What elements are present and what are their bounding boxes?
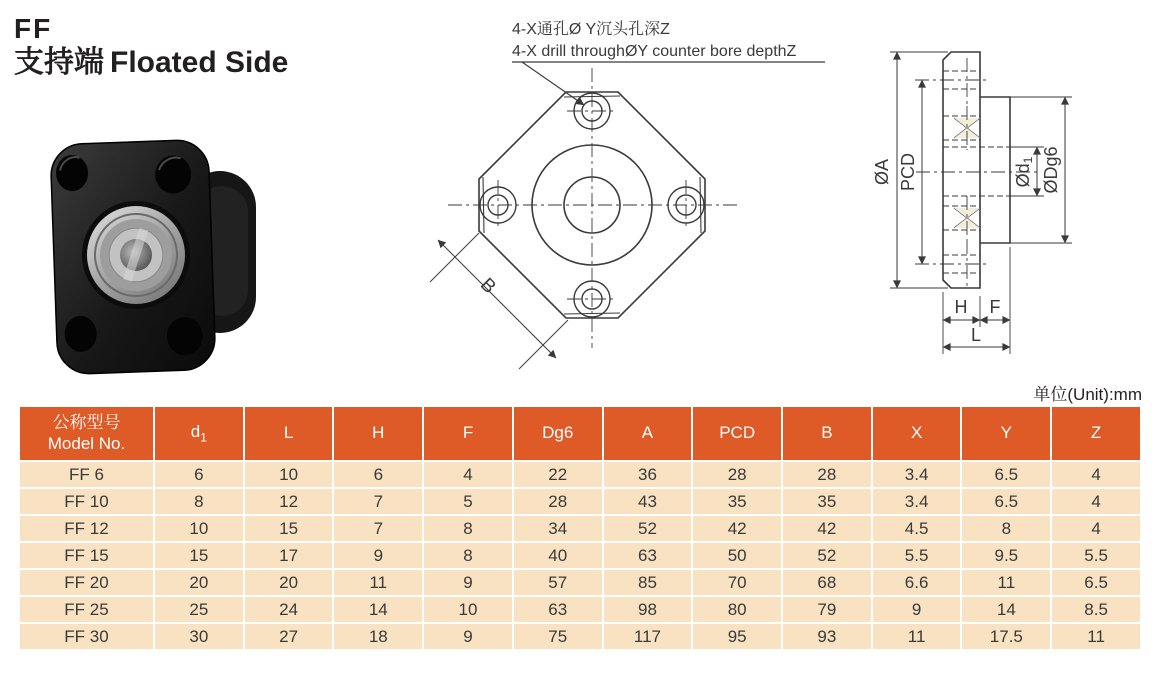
value-cell: 7 (333, 515, 423, 542)
value-cell: 4 (423, 461, 513, 488)
value-cell: 15 (154, 542, 244, 569)
value-cell: 6.5 (961, 488, 1051, 515)
value-cell: 4 (1051, 461, 1141, 488)
value-cell: 6.5 (961, 461, 1051, 488)
value-cell: 17 (244, 542, 334, 569)
model-no-cell: FF 15 (19, 542, 154, 569)
table-row (19, 488, 1141, 515)
drill-note-chinese: 4-X通孔Ø Y沉头孔深Z (512, 21, 670, 38)
dim-d1-label: Ød1 (1013, 156, 1035, 188)
model-no-cell: FF 20 (19, 569, 154, 596)
value-cell: 9 (423, 623, 513, 650)
value-cell: 3.4 (872, 461, 962, 488)
value-cell: 11 (1051, 623, 1141, 650)
value-cell: 68 (782, 569, 872, 596)
dim-A-label: ØA (872, 158, 892, 186)
value-cell: 80 (692, 596, 782, 623)
column-header: PCD (692, 406, 782, 461)
value-cell: 8 (154, 488, 244, 515)
value-cell: 10 (154, 515, 244, 542)
value-cell: 30 (154, 623, 244, 650)
value-cell: 10 (244, 461, 334, 488)
value-cell: 42 (782, 515, 872, 542)
column-header: A (603, 406, 693, 461)
spec-table (18, 405, 1142, 651)
value-cell: 7 (333, 488, 423, 515)
value-cell: 70 (692, 569, 782, 596)
value-cell: 14 (961, 596, 1051, 623)
dim-B-label: B (475, 274, 500, 299)
value-cell: 93 (782, 623, 872, 650)
value-cell: 3.4 (872, 488, 962, 515)
value-cell: 79 (782, 596, 872, 623)
model-no-cell: FF 6 (19, 461, 154, 488)
table-row (19, 515, 1141, 542)
value-cell: 9 (333, 542, 423, 569)
value-cell: 6 (154, 461, 244, 488)
column-header: Dg6 (513, 406, 603, 461)
dim-B (430, 233, 568, 369)
value-cell: 20 (154, 569, 244, 596)
column-header: B (782, 406, 872, 461)
value-cell: 6 (333, 461, 423, 488)
value-cell: 8.5 (1051, 596, 1141, 623)
subtitle-english: Floated Side (110, 46, 289, 80)
value-cell: 15 (244, 515, 334, 542)
column-header: $d_1$ (154, 406, 244, 461)
dim-L-label: L (970, 325, 982, 345)
dim-Dg6-label: ØDg6 (1041, 146, 1061, 194)
note-leader-line (522, 62, 584, 105)
dim-H-label: H (954, 297, 968, 317)
value-cell: 20 (244, 569, 334, 596)
value-cell: 40 (513, 542, 603, 569)
column-header: H (333, 406, 423, 461)
value-cell: 9.5 (961, 542, 1051, 569)
dim-PCD-label: PCD (898, 152, 918, 192)
technical-drawings (410, 0, 1160, 400)
table-body (19, 461, 1141, 650)
value-cell: 6.5 (1051, 569, 1141, 596)
table-row (19, 623, 1141, 650)
value-cell: 63 (603, 542, 693, 569)
value-cell: 9 (423, 569, 513, 596)
boss-section (980, 97, 1010, 243)
value-cell: 28 (513, 488, 603, 515)
value-cell: 11 (872, 623, 962, 650)
value-cell: 85 (603, 569, 693, 596)
table-row (19, 542, 1141, 569)
value-cell: 11 (961, 569, 1051, 596)
value-cell: 8 (423, 515, 513, 542)
subtitle-chinese: 支持端 (14, 46, 104, 80)
value-cell: 28 (782, 461, 872, 488)
value-cell: 28 (692, 461, 782, 488)
unit-note: 单位(Unit):mm (1033, 385, 1142, 404)
value-cell: 42 (692, 515, 782, 542)
column-header: X (872, 406, 962, 461)
value-cell: 17.5 (961, 623, 1051, 650)
column-header: Z (1051, 406, 1141, 461)
value-cell: 25 (154, 596, 244, 623)
drill-note-english: 4-X drill throughØY counter bore depthZ (512, 43, 797, 60)
page-title (14, 14, 288, 79)
value-cell: 36 (603, 461, 693, 488)
value-cell: 6.6 (872, 569, 962, 596)
value-cell: 22 (513, 461, 603, 488)
value-cell: 35 (782, 488, 872, 515)
value-cell: 18 (333, 623, 423, 650)
value-cell: 27 (244, 623, 334, 650)
value-cell: 43 (603, 488, 693, 515)
value-cell: 35 (692, 488, 782, 515)
value-cell: 57 (513, 569, 603, 596)
front-view (430, 68, 740, 369)
value-cell: 75 (513, 623, 603, 650)
value-cell: 12 (244, 488, 334, 515)
model-no-cell: FF 10 (19, 488, 154, 515)
flange-section (943, 52, 980, 288)
value-cell: 4.5 (872, 515, 962, 542)
column-header: L (244, 406, 334, 461)
value-cell: 10 (423, 596, 513, 623)
column-header: Y (961, 406, 1051, 461)
side-view (890, 52, 1072, 354)
model-no-cell: FF 25 (19, 596, 154, 623)
column-header: F (423, 406, 513, 461)
value-cell: 98 (603, 596, 693, 623)
table-header-row (19, 406, 1141, 461)
table-row (19, 569, 1141, 596)
value-cell: 50 (692, 542, 782, 569)
value-cell: 34 (513, 515, 603, 542)
value-cell: 52 (603, 515, 693, 542)
value-cell: 9 (872, 596, 962, 623)
value-cell: 4 (1051, 488, 1141, 515)
value-cell: 4 (1051, 515, 1141, 542)
value-cell: 14 (333, 596, 423, 623)
value-cell: 5 (423, 488, 513, 515)
value-cell: 8 (961, 515, 1051, 542)
product-photo (36, 126, 276, 378)
model-no-cell: FF 30 (19, 623, 154, 650)
table-row (19, 596, 1141, 623)
value-cell: 52 (782, 542, 872, 569)
value-cell: 117 (603, 623, 693, 650)
value-cell: 24 (244, 596, 334, 623)
value-cell: 11 (333, 569, 423, 596)
value-cell: 63 (513, 596, 603, 623)
value-cell: 5.5 (1051, 542, 1141, 569)
page-subtitle (14, 47, 288, 79)
model-series-code: FF (14, 13, 53, 44)
model-no-cell: FF 12 (19, 515, 154, 542)
bearing (82, 201, 190, 309)
table-row (19, 461, 1141, 488)
column-header: 公称型号 Model No. (19, 406, 154, 461)
value-cell: 95 (692, 623, 782, 650)
dim-F-label: F (989, 297, 1001, 317)
value-cell: 5.5 (872, 542, 962, 569)
value-cell: 8 (423, 542, 513, 569)
